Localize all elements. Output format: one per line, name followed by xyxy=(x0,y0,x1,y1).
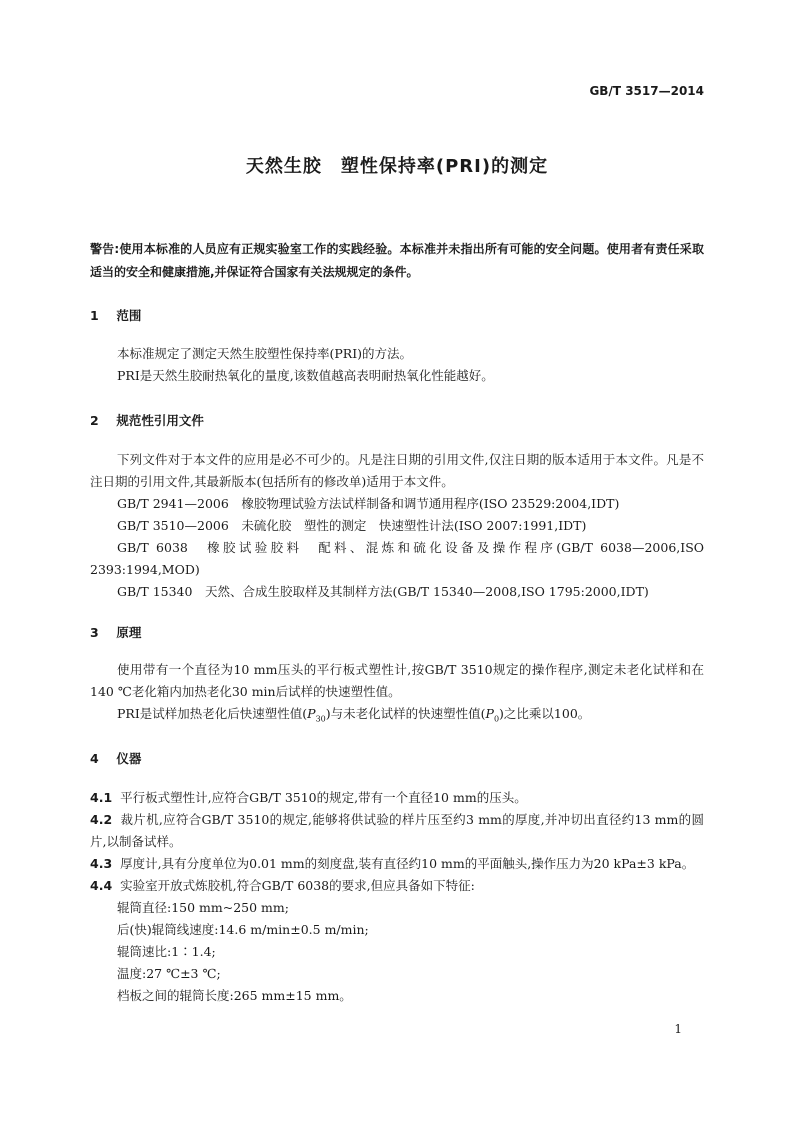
section-title: 范围 xyxy=(116,308,142,323)
section-4-body xyxy=(90,787,704,1007)
feature-item: 档板之间的辊筒长度:265 mm±15 mm。 xyxy=(117,988,352,1003)
section-number: 3 xyxy=(90,625,99,640)
feature-item: 温度:27 ℃±3 ℃; xyxy=(117,966,221,981)
reference-item: GB/T 2941—2006 橡胶物理试验方法试样制备和调节通用程序(ISO 23529:2004,IDT) xyxy=(117,496,620,511)
feature-item: 辊筒速比:1∶1.4; xyxy=(117,944,216,959)
paragraph: PRI是天然生胶耐热氧化的量度,该数值越高表明耐热氧化性能越好。 xyxy=(117,368,494,383)
reference-item: GB/T 3510—2006 未硫化胶 塑性的测定 快速塑性计法(ISO 2007:1991,IDT) xyxy=(117,518,587,533)
section-2-heading xyxy=(90,411,204,429)
section-1-heading xyxy=(90,306,141,324)
section-3-heading xyxy=(90,623,141,641)
clause: 4.2 裁片机,应符合GB/T 3510的规定,能够将供试验的样片压至约3 mm的厚度,并冲切出直径约13 mm的圆片,以制备试样。 xyxy=(90,812,704,849)
section-1-body xyxy=(90,343,704,387)
paragraph: PRI是试样加热老化后快速塑性值$(P_{30})$与未老化试样的快速塑性值$(P_0)$之比乘以100。 xyxy=(117,706,591,724)
section-4-heading xyxy=(90,749,141,767)
reference-item: GB/T 15340 天然、合成生胶取样及其制样方法(GB/T 15340—2008,ISO 1795:2000,IDT) xyxy=(117,584,649,599)
paragraph: 使用带有一个直径为10 mm压头的平行板式塑性计,按GB/T 3510规定的操作程序,测定未老化试样和在140 ℃老化箱内加热老化30 min后试样的快速塑性值。 xyxy=(90,662,704,699)
reference-item: GB/T 6038 橡胶试验胶料 配料、混炼和硫化设备及操作程序(GB/T 6038—2006,ISO 2393:1994,MOD) xyxy=(90,540,704,577)
section-2-body xyxy=(90,449,704,603)
document-title: 天然生胶 塑性保持率(PRI)的测定 xyxy=(245,156,549,177)
feature-item: 辊筒直径:150 mm~250 mm; xyxy=(117,900,289,915)
section-number: 1 xyxy=(90,308,99,323)
section-3-body xyxy=(90,659,704,731)
section-title: 原理 xyxy=(116,625,142,640)
warning-notice: 警告:使用本标准的人员应有正规实验室工作的实践经验。本标准并未指出所有可能的安全问题。使用者有责任采取适当的安全和健康措施,并保证符合国家有关法规规定的条件。 xyxy=(90,242,704,279)
section-title: 规范性引用文件 xyxy=(116,413,204,428)
section-number: 2 xyxy=(90,413,99,428)
paragraph: 下列文件对于本文件的应用是必不可少的。凡是注日期的引用文件,仅注日期的版本适用于本文件。凡是不注日期的引用文件,其最新版本(包括所有的修改单)适用于本文件。 xyxy=(90,452,704,489)
section-number: 4 xyxy=(90,751,99,766)
page-number: 1 xyxy=(674,1022,682,1036)
clause: 4.4 实验室开放式炼胶机,符合GB/T 6038的要求,但应具备如下特征: xyxy=(90,878,475,893)
section-title: 仪器 xyxy=(116,751,142,766)
paragraph: 本标准规定了测定天然生胶塑性保持率(PRI)的方法。 xyxy=(117,346,413,361)
feature-item: 后(快)辊筒线速度:14.6 m/min±0.5 m/min; xyxy=(117,922,369,937)
clause: 4.1 平行板式塑性计,应符合GB/T 3510的规定,带有一个直径10 mm的压头。 xyxy=(90,790,527,805)
clause: 4.3 厚度计,具有分度单位为0.01 mm的刻度盘,装有直径约10 mm的平面触头,操作压力为20 kPa±3 kPa。 xyxy=(90,856,695,871)
standard-number: GB/T 3517—2014 xyxy=(589,84,704,98)
